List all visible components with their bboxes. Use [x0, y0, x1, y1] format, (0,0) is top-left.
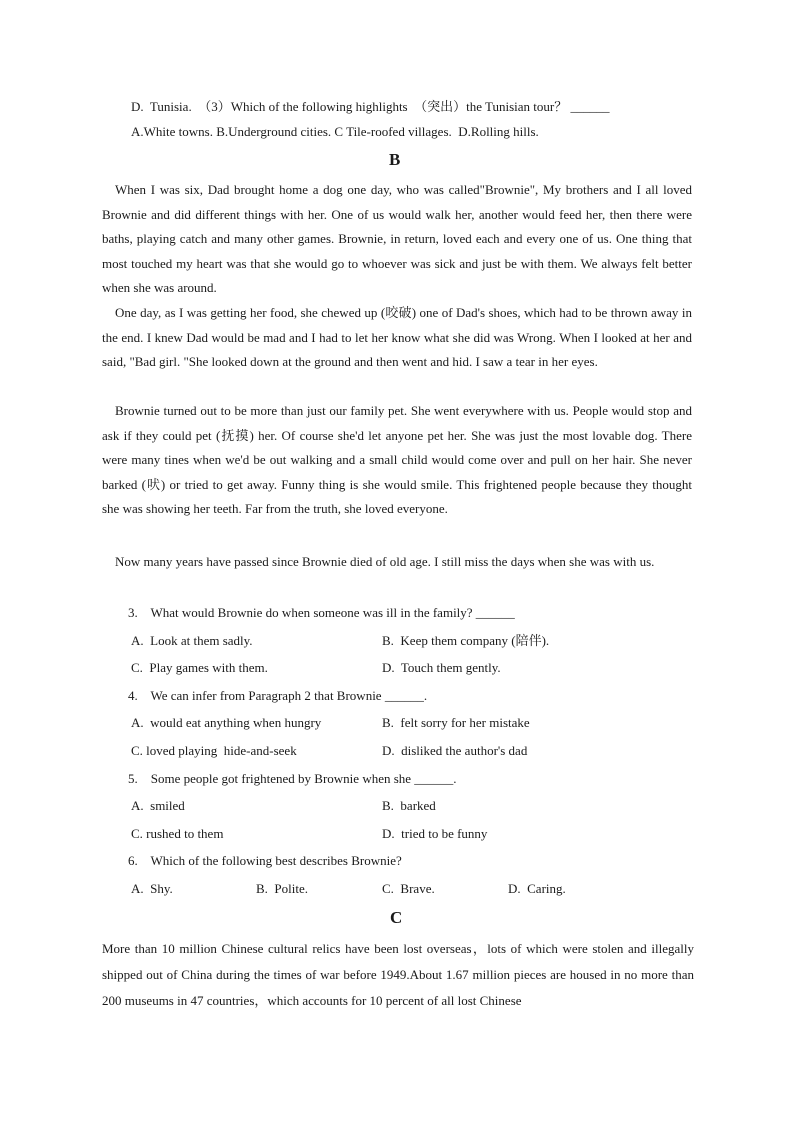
question-4-option-c: C. loved playing hide-and-seek	[131, 743, 297, 758]
question-5-option-b: B. barked	[382, 798, 436, 813]
question-3-stem: 3. What would Brownie do when someone was ill in the family? ______	[128, 605, 515, 620]
section-b-heading: B	[389, 150, 401, 169]
question-3-option-b: B. Keep them company (陪伴).	[382, 633, 550, 648]
question-5-option-a: A. smiled	[131, 798, 185, 813]
section-b-paragraph-4: Now many years have passed since Brownie died of old age. I still miss the days when she was with us.	[115, 554, 655, 569]
section-b-paragraph-2: One day, as I was getting her food, she chewed up (咬破) one of Dad's shoes, which had to be thrown away in the end. I knew Dad would be mad and I had to let her know what she did was Wrong. When I looked at her and said, "Bad girl. "She looked down at the ground and then went and hid. I saw a tear in her eyes.	[102, 305, 692, 370]
question-5-option-c: C. rushed to them	[131, 826, 224, 841]
question-3-option-c: C. Play games with them.	[131, 660, 268, 675]
question-6-option-c: C. Brave.	[382, 881, 435, 896]
question-6-option-a: A. Shy.	[131, 881, 173, 896]
question-3-option-a: A. Look at them sadly.	[131, 633, 253, 648]
question-6-option-d: D. Caring.	[508, 881, 566, 896]
section-b-paragraph-1: When I was six, Dad brought home a dog one day, who was called"Brownie", My brothers and I all loved Brownie and did different things with her. One of us would walk her, another would feed her, then there were baths, playing catch and many other games. Brownie, in return, loved each and every one of us. One thing that most touched my heart was that she would go to whoever was sick and just be with them. We always felt better when she was around.	[102, 182, 692, 296]
question-4-option-b: B. felt sorry for her mistake	[382, 715, 530, 730]
question-5-stem: 5. Some people got frightened by Brownie when she ______.	[128, 771, 457, 786]
question-2-3-stem: D. Tunisia. （3）Which of the following highlights （突出）the Tunisian tour？ ______	[131, 99, 610, 114]
section-c-paragraph: More than 10 million Chinese cultural relics have been lost overseas，lots of which were stolen and illegally shipped out of China during the times of war before 1949.About 1.67 million pieces are housed in no more than 200 museums in 47 countries，which accounts for 10 percent of all lost Chinese	[102, 941, 694, 1009]
question-2-3-options: A.White towns. B.Underground cities. C Tile-roofed villages. D.Rolling hills.	[131, 124, 539, 139]
question-6-option-b: B. Polite.	[256, 881, 309, 896]
section-b-paragraph-3: Brownie turned out to be more than just our family pet. She went everywhere with us. People would stop and ask if they could pet (抚摸) her. Of course she'd let anyone pet her. She was just the most lovable dog. There were many tines when we'd be out walking and a small child would come over and pull on her hair. She never barked (吠) or tried to get away. Funny thing is she would smile. This frightened people because they thought she was showing her teeth. Far from the truth, she loved everyone.	[102, 403, 692, 517]
question-3-option-d: D. Touch them gently.	[382, 660, 501, 675]
question-4-option-a: A. would eat anything when hungry	[131, 715, 322, 730]
question-5-option-d: D. tried to be funny	[382, 826, 488, 841]
question-4-stem: 4. We can infer from Paragraph 2 that Brownie ______.	[128, 688, 428, 703]
question-6-stem: 6. Which of the following best describes Brownie?	[128, 853, 402, 868]
section-c-heading: C	[390, 908, 403, 927]
question-4-option-d: D. disliked the author's dad	[382, 743, 528, 758]
